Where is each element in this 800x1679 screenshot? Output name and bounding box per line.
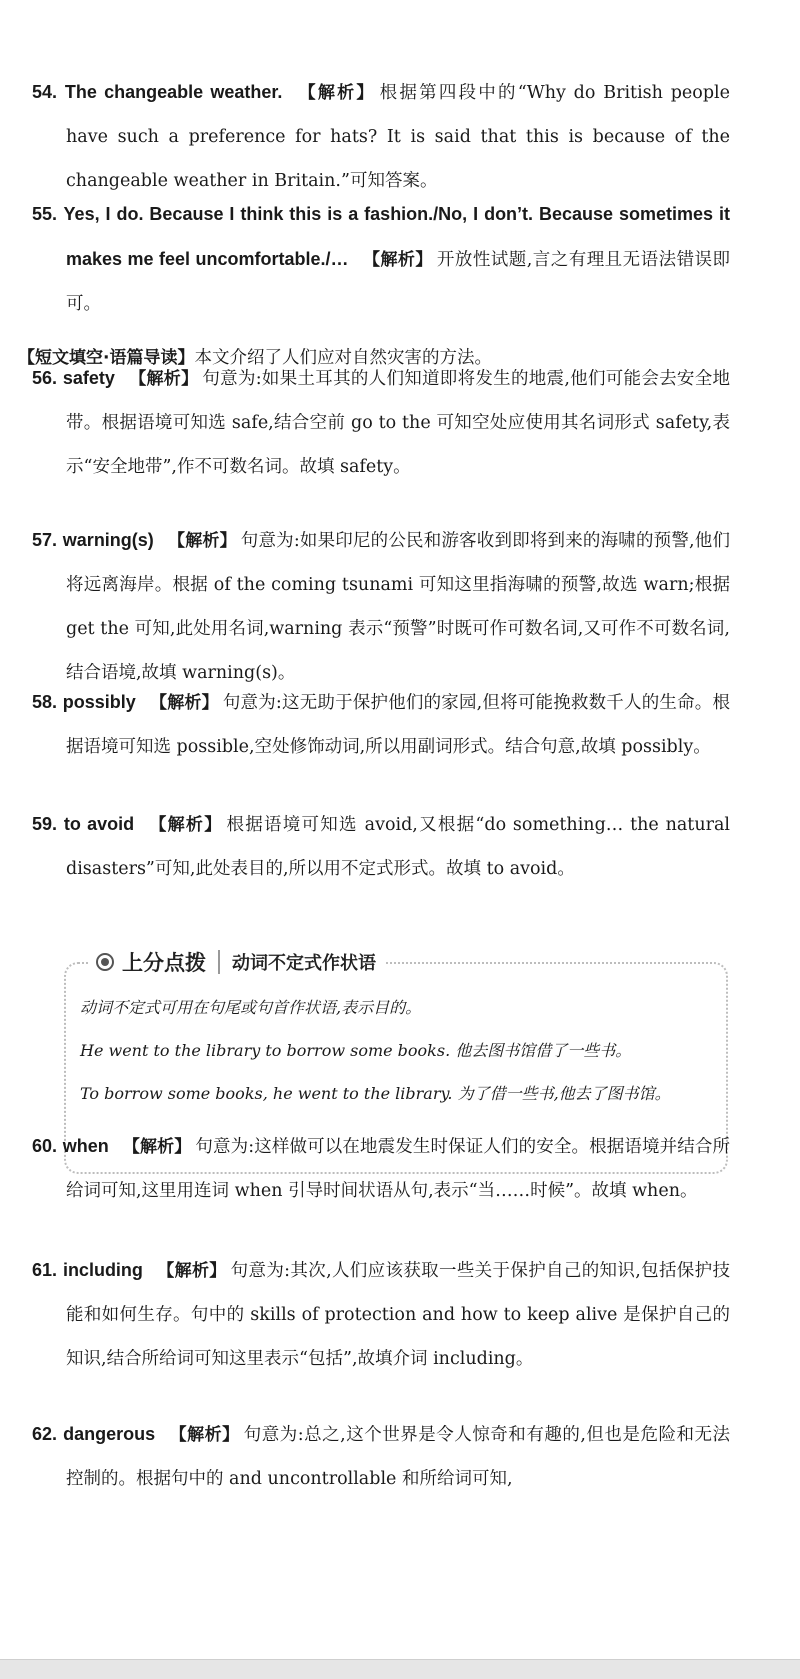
answer-body — [32, 1248, 730, 1381]
analysis-tag: 【解析】 — [128, 369, 199, 389]
answer-item-57 — [32, 518, 730, 695]
item-number: 58. — [32, 692, 58, 712]
tip-line: He went to the library to borrow some books. 他去图书馆借了一些书。 — [80, 1041, 632, 1060]
analysis-text: 句意为:如果土耳其的人们知道即将发生的地震,他们可能会去安全地带。根据语境可知选 safe,结合空前 go to the 可知空处应使用其名词形式 safety,表示“安全地带”,作不可数名词。故填 safety。 — [66, 369, 730, 477]
item-number: 55. — [32, 204, 58, 224]
answer-body — [32, 356, 730, 489]
item-number: 62. — [32, 1424, 58, 1444]
tip-divider — [218, 950, 220, 974]
answer-body — [32, 1412, 730, 1501]
tip-title: 上分点拨 — [122, 951, 206, 975]
answer-body — [32, 1124, 730, 1213]
answer-item-54 — [32, 70, 730, 203]
answer-body — [32, 802, 730, 891]
item-answer: Yes, I do. Because I think this is a fashion./No, I don’t. Because sometimes it makes me feel uncomfortable./… — [63, 204, 730, 269]
item-answer: dangerous — [63, 1424, 156, 1444]
item-number: 56. — [32, 368, 58, 388]
analysis-text: 根据第四段中的“Why do British people have such a preference for hats? It is said that this is because of the changeable weather in Britain.”可知答案。 — [66, 83, 730, 191]
answer-item-61 — [32, 1248, 730, 1381]
analysis-text: 根据语境可知选 avoid,又根据“do something… the natural disasters”可知,此处表目的,所以用不定式形式。故填 to avoid。 — [66, 815, 730, 879]
answer-body — [32, 192, 730, 326]
tip-line: 动词不定式可用在句尾或句首作状语,表示目的。 — [80, 998, 422, 1017]
item-number: 60. — [32, 1136, 58, 1156]
tip-body — [80, 986, 712, 1115]
answer-body — [32, 518, 730, 695]
answer-item-58 — [32, 680, 730, 769]
item-number: 61. — [32, 1260, 58, 1280]
analysis-text: 句意为:总之,这个世界是令人惊奇和有趣的,但也是危险和无法控制的。根据句中的 and uncontrollable 和所给词可知, — [66, 1425, 730, 1489]
analysis-text: 句意为:这无助于保护他们的家园,但将可能挽救数千人的生命。根据语境可知选 possible,空处修饰动词,所以用副词形式。结合句意,故填 possibly。 — [66, 693, 730, 757]
tip-line: To borrow some books, he went to the library. 为了借一些书,他去了图书馆。 — [80, 1084, 671, 1103]
item-answer: The changeable weather. — [64, 82, 283, 102]
tip-subtitle: 动词不定式作状语 — [232, 953, 376, 974]
item-number: 54. — [32, 82, 58, 102]
target-icon — [96, 953, 114, 971]
analysis-tag: 【解析】 — [149, 693, 219, 713]
item-answer: possibly — [62, 692, 136, 712]
analysis-tag: 【解析】 — [122, 1137, 192, 1157]
item-answer: to avoid — [63, 814, 135, 834]
intro-tag: 【短文填空·语篇导读】 — [18, 348, 195, 368]
intro-text: 本文介绍了人们应对自然灾害的方法。 — [194, 348, 492, 368]
item-number: 57. — [32, 530, 58, 550]
answer-item-55 — [32, 192, 730, 326]
answer-item-62 — [32, 1412, 730, 1501]
analysis-tag: 【解析】 — [148, 815, 223, 835]
answer-item-56 — [32, 356, 730, 489]
item-number: 59. — [32, 814, 58, 834]
analysis-text: 句意为:如果印尼的公民和游客收到即将到来的海啸的预警,他们将远离海岸。根据 of the coming tsunami 可知这里指海啸的预警,故选 warn;根据 get the 可知,此处用名词,warning 表示“预警”时既可作可数名词,又可作不可数名词,结合语境,故填 warning(s)。 — [66, 531, 730, 683]
item-answer: safety — [62, 368, 115, 388]
answer-body — [32, 680, 730, 769]
answer-item-60 — [32, 1124, 730, 1213]
analysis-text: 句意为:其次,人们应该获取一些关于保护自己的知识,包括保护技能和如何生存。句中的 skills of protection and how to keep alive 是保护自己的知识,结合所给词可知这里表示“包括”,故填介词 including。 — [66, 1261, 730, 1369]
answer-body — [32, 70, 730, 203]
page-bottom-strip — [0, 1659, 800, 1679]
analysis-tag: 【解析】 — [362, 250, 433, 270]
analysis-tag: 【解析】 — [156, 1261, 227, 1281]
analysis-text: 句意为:这样做可以在地震发生时保证人们的安全。根据语境并结合所给词可知,这里用连词 when 引导时间状语从句,表示“当……时候”。故填 when。 — [66, 1137, 730, 1201]
answer-item-59 — [32, 802, 730, 891]
analysis-text: 开放性试题,言之有理且无语法错误即可。 — [66, 250, 731, 314]
tip-header — [88, 942, 384, 982]
item-answer: warning(s) — [62, 530, 154, 550]
item-answer: when — [62, 1136, 109, 1156]
analysis-tag: 【解析】 — [167, 531, 237, 551]
analysis-tag: 【解析】 — [169, 1425, 240, 1445]
item-answer: including — [62, 1260, 143, 1280]
analysis-tag: 【解析】 — [296, 83, 376, 103]
